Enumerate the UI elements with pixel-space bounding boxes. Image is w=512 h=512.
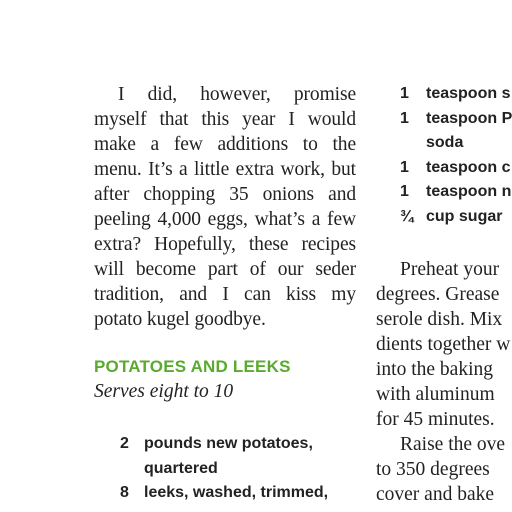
body-line: cover and bake: [376, 484, 495, 505]
recipe-title: POTATOES AND LEEKS: [94, 357, 291, 376]
ingredient-text: teaspoon P: [426, 109, 512, 127]
ingredient-qty: 1: [400, 183, 409, 201]
ingredient-text: pounds new potatoes,: [144, 435, 313, 452]
ingredient-text: quartered: [144, 459, 218, 477]
body-line: into the baking: [376, 359, 493, 380]
ingredient-qty: 2: [120, 435, 129, 452]
right-ingredient-list: [400, 82, 512, 230]
body-line: to 350 degrees: [376, 459, 490, 480]
ingredient-qty: 1: [400, 85, 409, 102]
ingredient-text: cup sugar: [426, 207, 503, 225]
ingredient-text: leeks, washed, trimmed,: [144, 484, 329, 502]
right-column-text: [376, 257, 512, 507]
body-line: with aluminum: [376, 384, 495, 405]
ingredient-qty: 8: [120, 484, 129, 502]
body-line: Preheat your: [400, 259, 500, 280]
left-column: [94, 82, 356, 332]
ingredient-text: soda: [426, 134, 464, 152]
ingredient-item: [400, 156, 512, 181]
ingredient-qty: 1: [400, 109, 409, 127]
ingredient-text: teaspoon n: [426, 183, 512, 201]
body-line: dients together w: [376, 334, 511, 355]
ingredient-item: [400, 107, 512, 156]
ingredient-item: [120, 481, 360, 506]
ingredient-text: teaspoon c: [426, 158, 511, 176]
intro-paragraph: I did, however, promise myself that this year I would make a few additions to the menu. It’s a little extra work, but after chopping 35 onions and peeling 4,000 eggs, what’s a few extra? Hopefully, these recipes will become part of our seder tradition, and I can kiss my potato kugel goodbye.: [94, 84, 356, 330]
body-line: Raise the ove: [400, 434, 506, 455]
body-line: serole dish. Mix: [376, 309, 503, 330]
ingredient-item: [400, 82, 512, 107]
ingredient-qty: 1: [400, 158, 409, 176]
left-ingredient-list: [120, 432, 360, 506]
ingredient-item: [400, 180, 512, 205]
body-line: degrees. Grease: [376, 284, 500, 305]
ingredient-text: teaspoon s: [426, 85, 511, 102]
body-line: for 45 minutes.: [376, 409, 495, 430]
ingredient-qty: ¾: [400, 207, 414, 225]
ingredient-item: [400, 205, 512, 230]
ingredient-item: [120, 432, 360, 481]
recipe-serves: Serves eight to 10: [94, 381, 234, 402]
